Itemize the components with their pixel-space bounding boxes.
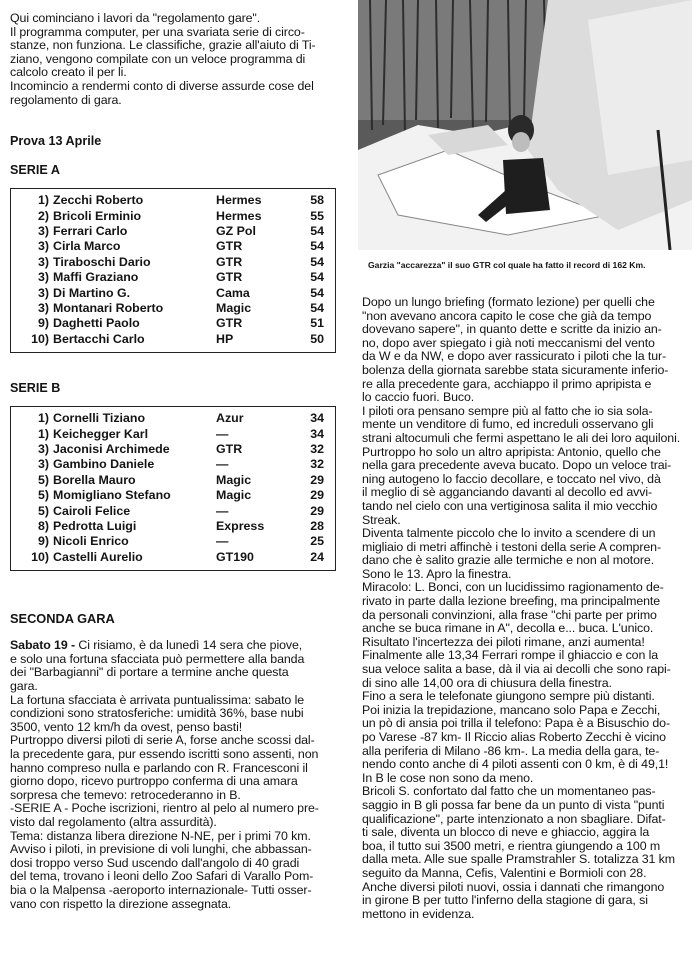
table-row — [11, 270, 335, 285]
text-line: Miracolo: L. Bonci, con un lucidissimo ragionamento de- — [362, 580, 664, 595]
text-line: dosi troppo verso Sud uscendo dall'angolo di 40 gradi — [10, 855, 300, 870]
table-row — [11, 255, 335, 270]
text-line: Fino a sera le telefonate giungono sempre più distanti. — [362, 689, 655, 704]
pilot-name-cell: Keichegger Karl — [53, 426, 149, 441]
pilot-name-cell: Zecchi Roberto — [53, 193, 144, 208]
table-row — [11, 427, 335, 442]
text-line: nendo conto anche di 4 piloti assenti con 0 km, è di 49,1! — [362, 757, 669, 772]
table-row — [11, 457, 335, 472]
lead-date: Sabato 19 - — [10, 638, 76, 653]
text-line: alla periferia di Milano -86 km-. La media della gara, te- — [362, 743, 660, 758]
text-line: un pò di ansia poi trilla il telefono: Papa è a Bisuschio do- — [362, 716, 670, 731]
points-cell: 54 — [310, 285, 324, 300]
rank-cell: 3) — [37, 270, 49, 285]
text-line: la precedente gara, pur essendo iscritti sono assenti, non — [10, 747, 319, 762]
seconda-gara-heading: SECONDA GARA — [10, 611, 115, 627]
rank-cell: 5) — [37, 503, 49, 518]
rank-cell: 10) — [31, 549, 49, 564]
pilot-name-cell: Bricoli Erminio — [53, 208, 142, 223]
text-line: dei "Barbagianni" di portare a termine anche questa — [10, 665, 289, 680]
text-line: tando nel cielo con una vertiginosa salita il mio vecchio — [362, 498, 658, 513]
seconda-gara-body — [10, 639, 346, 911]
text-line: migliaio di metri affinchè i testoni della serie A compren- — [362, 539, 661, 554]
prova-title: Prova 13 Aprile — [10, 134, 102, 149]
serie-a-heading: SERIE A — [10, 163, 60, 178]
table-row — [11, 316, 335, 331]
text-line: ti sale, diventa un blocco di neve e ghiaccio, aggira la — [362, 825, 650, 840]
text-line: La fortuna sfacciata è arrivata puntualissima: sabato le — [10, 692, 305, 707]
text-line: Qui cominciano i lavori da "regolamento gare". — [10, 11, 261, 25]
pilot-name-cell: Tiraboschi Dario — [53, 254, 151, 269]
text-line: saggio in B gli possa far bene da un punto di vista "punti — [362, 797, 665, 812]
rank-cell: 3) — [37, 223, 49, 238]
pilot-name-cell: Cornelli Tiziano — [53, 411, 146, 426]
glider-cell: Express — [216, 519, 265, 534]
table-row — [11, 534, 335, 549]
text-line: Dopo un lungo briefing (formato lezione) per quelli che — [362, 295, 655, 309]
text-line: vano con rispetto la direzione assegnata. — [10, 896, 232, 911]
glider-cell: Hermes — [216, 208, 262, 223]
table-row — [11, 332, 335, 347]
glider-cell: GT190 — [216, 549, 254, 564]
rank-cell: 9) — [37, 316, 49, 331]
text-line: "non avevano ancora capito le cose che già da tempo — [362, 308, 652, 323]
text-line: dovevano sapere", in quanto dette e scritte da inizio an- — [362, 322, 662, 337]
points-cell: 32 — [310, 457, 324, 472]
table-row — [11, 504, 335, 519]
glider-cell: — — [216, 534, 229, 549]
text-line: Purtroppo diversi piloti di serie A, forse anche scossi dal- — [10, 733, 315, 748]
rank-cell: 1) — [37, 193, 49, 208]
points-cell: 50 — [310, 331, 324, 346]
text-line: rivato in parte dalla lezione breefing, ma principalmente — [362, 594, 661, 609]
text-line: nella gara precedente aveva bucato. Dopo un veloce trai- — [362, 458, 672, 473]
pilot-name-cell: Gambino Daniele — [53, 457, 155, 472]
text-line: Tema: distanza libera direzione N-NE, per i primi 70 km. — [10, 828, 311, 843]
text-line: qualificazione", parte intenzionato a non sbagliare. Difat- — [362, 811, 666, 826]
serie-b-heading: SERIE B — [10, 381, 61, 396]
glider-cell: GTR — [216, 442, 243, 457]
glider-cell: — — [216, 426, 229, 441]
text-line: Incomincio a rendermi conto di diverse assurde cose del — [10, 78, 314, 93]
text-line: boa, il tutto sui 3500 metri, e rientra giungendo a 100 m — [362, 838, 661, 853]
text-line: bolenza della giornata sarebbe stata sicuramente inferio- — [362, 362, 669, 377]
text-line: sorpresa che temevo: retrocederanno in B. — [10, 787, 241, 802]
text-line: dano che è salito grazie alle termiche e non al motore. — [362, 553, 655, 568]
text-line — [10, 639, 346, 653]
text-line: Bricoli S. confortato dal fatto che un momentaneo pas- — [362, 784, 656, 799]
text-line: da personali convinzioni, alla frase "chi parte per primo — [362, 607, 657, 622]
photo-illustration — [358, 0, 692, 250]
glider-cell: Hermes — [216, 193, 262, 208]
points-cell: 34 — [310, 411, 324, 426]
text-line: visto dal regolamento (altra assurdità). — [10, 815, 217, 829]
table-row — [11, 488, 335, 503]
pilot-name-cell: Montanari Roberto — [53, 301, 164, 315]
pilot-name-cell: Bertacchi Carlo — [53, 331, 145, 346]
rank-cell: 1) — [37, 426, 49, 441]
text-line: Sono le 13. Apro la finestra. — [362, 566, 512, 581]
pilot-name-cell: Di Martino G. — [53, 285, 131, 300]
text-line: no, dopo aver spiegato i già noti meccanismi del vento — [362, 335, 655, 350]
serie-b-table — [10, 406, 336, 571]
points-cell: 29 — [310, 503, 324, 518]
glider-cell: — — [216, 503, 229, 518]
points-cell: 54 — [310, 254, 324, 269]
pilot-name-cell: Borella Mauro — [53, 472, 136, 487]
text-line: giorno dopo, ricevo purtroppo conferma di una amara — [10, 774, 298, 789]
points-cell: 51 — [310, 316, 324, 331]
rank-cell: 3) — [37, 301, 49, 315]
text-line: anche se buca rimane in A", decolla e... buca. L'unico. — [362, 621, 654, 636]
text-line: In B le cose non sono da meno. — [362, 770, 534, 785]
photo-caption: Garzia "accarezza" il suo GTR col quale ha fatto il record di 162 Km. — [368, 260, 646, 270]
rank-cell: 3) — [37, 239, 49, 254]
glider-cell: Magic — [216, 472, 252, 487]
table-row — [11, 209, 335, 224]
text-line: lo caccio fuori. Buco. — [362, 390, 475, 405]
rank-cell: 3) — [37, 285, 49, 300]
table-row — [11, 224, 335, 239]
text-line: stanze, non funziona. Le classifiche, grazie all'aiuto di Ti- — [10, 38, 316, 53]
points-cell: 58 — [310, 193, 324, 208]
rank-cell: 9) — [37, 534, 49, 549]
text-line: calcolo creato il per li. — [10, 65, 127, 80]
points-cell: 34 — [310, 426, 324, 441]
text-line: il meglio di sè agganciando davanti al decollo ed avvi- — [362, 485, 652, 500]
points-cell: 29 — [310, 472, 324, 487]
text-line: po Varese -87 km- Il Riccio alias Roberto Zecchi è vicino — [362, 730, 666, 744]
points-cell: 24 — [310, 549, 324, 564]
rank-cell: 3) — [37, 442, 49, 457]
text-line: sua veloce salita a base, dà il via ai decolli che sono rapi- — [362, 662, 671, 677]
text-line: condizioni sono stratosferiche: umidità 36%, base nubi — [10, 706, 304, 721]
rank-cell: 1) — [37, 411, 49, 426]
text-line: I piloti ora pensano sempre più al fatto che io sia sola- — [362, 403, 653, 418]
glider-cell: Magic — [216, 488, 252, 503]
glider-cell: GZ Pol — [216, 223, 256, 238]
text-line: seguito da Manna, Cefis, Valentini e Bormioli con 28. — [362, 865, 647, 880]
glider-cell: — — [216, 457, 229, 472]
text-line: dalla meta. Alle sue spalle Pramstrahler S. totalizza 31 km — [362, 852, 675, 867]
text-line: Poi inizia la trepidazione, mancano solo Papa e Zecchi, — [362, 702, 661, 717]
text-line: Risultato l'incertezza dei piloti rimane, anzi aumenta! — [362, 634, 645, 649]
rank-cell: 3) — [37, 457, 49, 472]
glider-cell: GTR — [216, 239, 243, 254]
text-line: ning autogeno lo faccio decollare, e toccato nel vivo, dà — [362, 471, 661, 486]
text-line: Streak. — [362, 512, 401, 527]
pilot-name-cell: Castelli Aurelio — [53, 549, 143, 564]
glider-cell: HP — [216, 331, 234, 346]
right-column-text — [362, 296, 692, 921]
pilot-name-cell: Momigliano Stefano — [53, 488, 171, 503]
glider-cell: Azur — [216, 411, 244, 426]
table-row — [11, 411, 335, 426]
text-line: Diventa talmente piccolo che lo invito a scendere di un — [362, 526, 656, 541]
pilot-name-cell: Cirla Marco — [53, 239, 121, 254]
pilot-name-cell: Ferrari Carlo — [53, 223, 128, 238]
serie-a-table — [10, 188, 336, 353]
table-row — [11, 239, 335, 254]
text-line: del tema, trovano i leoni dello Zoo Safari di Varallo Pom- — [10, 869, 314, 884]
text-line: Anche diversi piloti nuovi, ossia i dannati che rimangono — [362, 879, 665, 894]
points-cell: 54 — [310, 223, 324, 238]
points-cell: 54 — [310, 239, 324, 254]
pilot-name-cell: Jaconisi Archimede — [53, 442, 170, 457]
pilot-name-cell: Cairoli Felice — [53, 503, 131, 518]
points-cell: 54 — [310, 270, 324, 285]
text-line: -SERIE A - Poche iscrizioni, rientro al pelo al numero pre- — [10, 801, 319, 816]
table-row — [11, 193, 335, 208]
table-row — [11, 286, 335, 301]
points-cell: 25 — [310, 534, 324, 549]
text-line: e solo una fortuna sfacciata può permettere alla banda — [10, 651, 305, 666]
table-row — [11, 301, 335, 316]
glider-cell: GTR — [216, 316, 243, 331]
table-row — [11, 519, 335, 534]
text-line: in girone B per tutto l'inferno della stagione di gara, si — [362, 893, 648, 908]
left-column — [10, 12, 346, 911]
rank-cell: 10) — [31, 331, 49, 346]
text-line: Avviso i piloti, in previsione di voli lunghi, che abbassan- — [10, 842, 312, 857]
seconda-gara-lines — [10, 653, 346, 911]
glider-cell: Magic — [216, 301, 252, 315]
text-line: Il programma computer, per una svariata serie di circo- — [10, 24, 305, 39]
text-line: ziano, vengono compilate con un veloce programma di — [10, 51, 306, 66]
pilot-name-cell: Maffi Graziano — [53, 270, 139, 285]
text-line: mettono in evidenza. — [362, 906, 475, 921]
text-line: strani altocumuli che fermi aspettano le ali dei loro aquiloni. — [362, 430, 681, 445]
rank-cell: 5) — [37, 472, 49, 487]
table-row — [11, 442, 335, 457]
text-line: re alla precedente gara, acchiappo il primo apripista e — [362, 376, 652, 391]
photo — [358, 0, 692, 250]
lead-rest: Ci risiamo, è da lunedì 14 sera che piove, — [75, 638, 303, 653]
rank-cell: 8) — [37, 519, 49, 534]
text-line: 3500, vento 12 km/h da ovest, penso basti! — [10, 719, 243, 734]
text-line: Finalmente alle 13,34 Ferrari rompe il ghiaccio e con la — [362, 648, 659, 663]
glider-cell: GTR — [216, 270, 243, 285]
points-cell: 54 — [310, 301, 324, 315]
rank-cell: 5) — [37, 488, 49, 503]
text-line: di sino alle 14,00 ora di chiusura della finestra. — [362, 675, 612, 690]
points-cell: 29 — [310, 488, 324, 503]
intro-paragraph — [10, 12, 346, 107]
text-line: gara. — [10, 679, 38, 694]
text-line: regolamento di gara. — [10, 92, 122, 107]
glider-cell: Cama — [216, 285, 250, 300]
text-line: bia o la Malpensa -aeroporto internazionale- Tutti osser- — [10, 882, 312, 897]
points-cell: 28 — [310, 519, 324, 534]
table-row — [11, 473, 335, 488]
text-line: Purtroppo ho solo un altro apripista: Antonio, quello che — [362, 444, 661, 459]
pilot-name-cell: Nicoli Enrico — [53, 534, 129, 549]
pilot-name-cell: Pedrotta Luigi — [53, 519, 137, 534]
glider-cell: GTR — [216, 254, 243, 269]
table-row — [11, 550, 335, 565]
points-cell: 32 — [310, 442, 324, 457]
text-line: da W e da NW, e dopo aver rassicurato i piloti che la tur- — [362, 349, 667, 364]
text-line: mente un venditore di fumo, ed increduli osservano gli — [362, 417, 654, 432]
rank-cell: 3) — [37, 254, 49, 269]
points-cell: 55 — [310, 208, 324, 223]
pilot-name-cell: Daghetti Paolo — [53, 316, 140, 331]
rank-cell: 2) — [37, 208, 49, 223]
text-line: hanno compreso nulla e parlando con R. Francesconi il — [10, 760, 308, 775]
